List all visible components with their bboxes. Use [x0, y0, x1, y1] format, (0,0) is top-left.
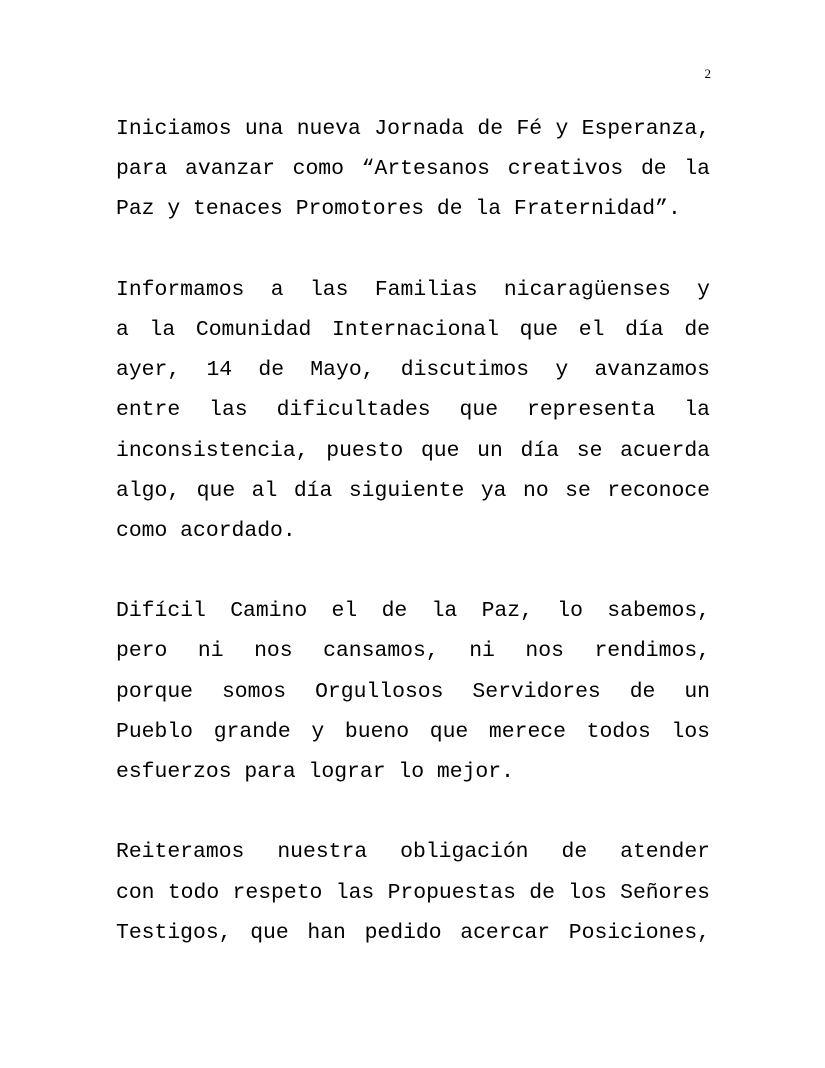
paragraph: [116, 832, 710, 953]
text-line: Paz y tenaces Promotores de la Fraternidad”.: [116, 197, 681, 222]
text-line: Iniciamos una nueva Jornada de Fé y Esperanza,: [116, 117, 710, 141]
text-line: Pueblo grande y bueno que merece todos los: [116, 719, 710, 744]
text-line: a la Comunidad Internacional que el día de: [116, 317, 710, 342]
text-line: entre las dificultades que representa la: [116, 398, 710, 423]
paragraph-spacer: [116, 551, 710, 591]
paragraph-spacer: [116, 792, 710, 832]
text-line: para avanzar como “Artesanos creativos de la: [116, 157, 710, 182]
text-line: esfuerzos para lograr lo mejor.: [116, 760, 514, 784]
text-line: porque somos Orgullosos Servidores de un: [116, 679, 710, 704]
text-line: Informamos a las Familias nicaragüenses y: [116, 277, 710, 302]
paragraph-spacer: [116, 230, 710, 270]
text-line: inconsistencia, puesto que un día se acuerda: [116, 438, 710, 463]
text-line: algo, que al día siguiente ya no se reconoce: [116, 478, 710, 503]
text-line: con todo respeto las Propuestas de los Señores: [116, 880, 710, 905]
paragraph: [116, 109, 710, 230]
text-line: Testigos, que han pedido acercar Posiciones,: [116, 920, 710, 945]
text-line: Reiteramos nuestra obligación de atender: [116, 840, 710, 865]
text-line: Difícil Camino el de la Paz, lo sabemos,: [116, 599, 710, 624]
text-line: ayer, 14 de Mayo, discutimos y avanzamos: [116, 358, 710, 383]
text-line: pero ni nos cansamos, ni nos rendimos,: [116, 639, 710, 664]
document-body: [116, 109, 710, 953]
page-number: 2: [704, 66, 711, 81]
text-line: como acordado.: [116, 518, 296, 543]
paragraph: [116, 591, 710, 792]
paragraph: [116, 270, 710, 551]
